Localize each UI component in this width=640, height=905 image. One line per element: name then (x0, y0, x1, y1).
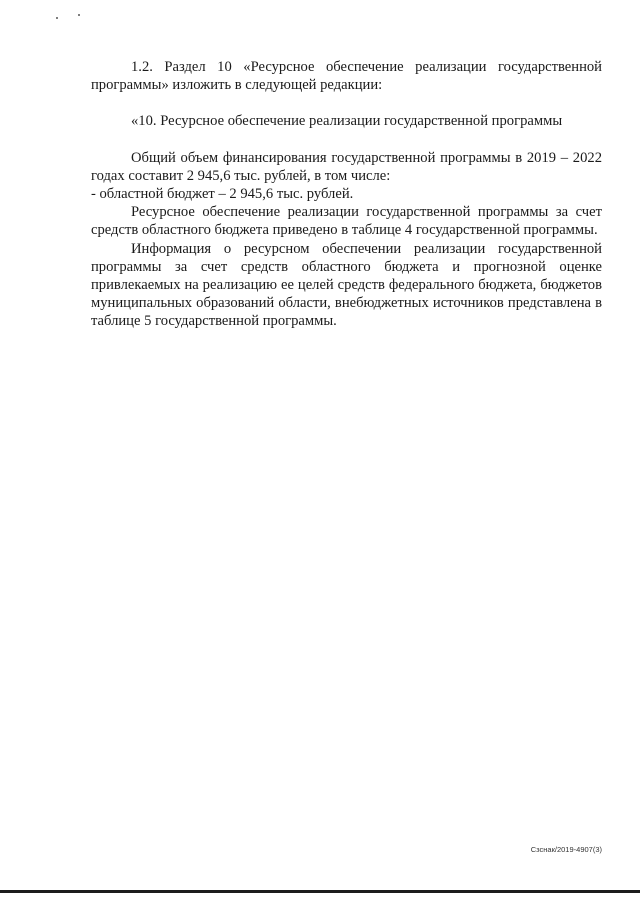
paragraph-item-1-2: 1.2. Раздел 10 «Ресурсное обеспечение реализации государственной программы» изложить в следующей редакции: (91, 59, 602, 94)
bottom-edge-rule (0, 890, 640, 893)
paragraph-resource-provision: Ресурсное обеспечение реализации государственной программы за счет средств областного бюджета приведено в таблице 4 государственной программы. (91, 204, 602, 239)
scan-speck (78, 14, 80, 16)
scan-speck (56, 17, 58, 19)
paragraph-resource-information: Информация о ресурсном обеспечении реализации государственной программы за счет средств областного бюджета и прогнозной оценке привлекаемых на реализацию ее целей средств федерального бюджета, бюджетов муниципальных образований области, внебюджетных источников представлена в таблице 5 государственной программы. (91, 240, 602, 330)
section-heading: «10. Ресурсное обеспечение реализации государственной программы (131, 113, 563, 130)
paragraph-funding-total: Общий объем финансирования государственной программы в 2019 – 2022 годах составит 2 945,6 тыс. рублей, в том числе: (91, 149, 602, 184)
paragraph-funding-regional: - областной бюджет – 2 945,6 тыс. рублей. (91, 186, 354, 203)
document-body (91, 58, 602, 331)
document-code: Сзснак/2019-4907(3) (530, 845, 602, 854)
